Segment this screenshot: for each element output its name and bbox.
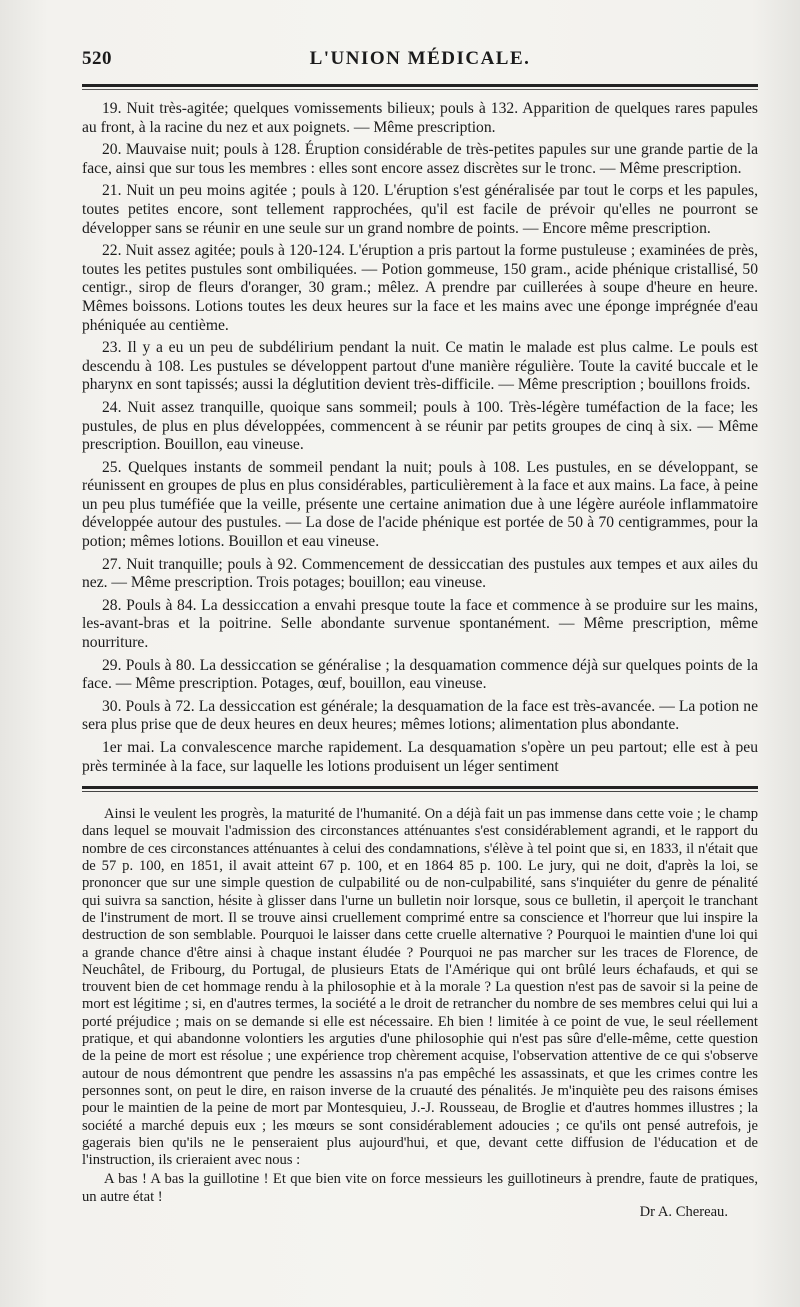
page-number: 520 (82, 48, 112, 69)
journal-entry: 1er mai. La convalescence marche rapidement. La desquamation s'opère un peu partout; elle est à peu près terminée à la face, sur laquelle les lotions produisent un léger sentiment (82, 739, 758, 775)
feuilleton-divider (82, 786, 758, 789)
journal-entry: 27. Nuit tranquille; pouls à 92. Commencement de dessiccatian des pustules aux tempes et aux ailes du nez. — Même prescription. Trois potages; bouillon; eau vineuse. (82, 555, 758, 592)
journal-entry: 23. Il y a eu un peu de subdélirium pendant la nuit. Ce matin le malade est plus calme. Le pouls est descendu à 108. Les pustules se développent partout d'une manière régulière. Toute la cavité buccale et le pharynx en sont tapissés; aussi la déglutition devient très-difficile. — Même prescription ; bouillons froids. (82, 339, 758, 394)
running-title: L'UNION MÉDICALE. (309, 48, 531, 69)
header-rule-thin (82, 89, 758, 90)
journal-entry: 24. Nuit assez tranquille, quoique sans sommeil; pouls à 100. Très-légère tuméfaction de la face; les pustules, de plus en plus développées, commencent à se réunir par petits groupes de cinq à six. — Même prescription. Bouillon, eau vineuse. (82, 398, 758, 454)
journal-entry: 22. Nuit assez agitée; pouls à 120-124. L'éruption a pris partout la forme pustuleuse ; examinées de près, toutes les petites pustules sont ombiliquées. — Potion gommeuse, 150 gram., acide phénique cristallisé, 50 centigr., sirop de fleurs d'oranger, 30 gram.; mêlez. A prendre par cuillerées à soupe d'heure en heure. Mêmes boissons. Lotions toutes les deux heures sur la face et les mains avec une éponge imprégnée d'eau phéniquée au centième. (82, 242, 758, 334)
journal-entry: 19. Nuit très-agitée; quelques vomissements bilieux; pouls à 132. Apparition de quelques rares papules au front, à la racine du nez et aux poignets. — Même prescription. (82, 100, 758, 136)
journal-entry: 21. Nuit un peu moins agitée ; pouls à 120. L'éruption s'est généralisée par tout le corps et les papules, toutes petites encore, sont tellement rapprochées, qu'il est facile de prévoir qu'elles ne pourront se développer sans se réunir en une seule sur un grand nombre de points. — Encore même prescription. (82, 182, 758, 237)
header-rule (82, 84, 758, 87)
author-signature: Dr A. Chereau. (639, 1204, 728, 1221)
journal-entry: 25. Quelques instants de sommeil pendant la nuit; pouls à 108. Les pustules, en se développant, se réunissent en groupes de plus en plus considérables, particulièrement à la face et aux mains. La face, à peine un peu plus tuméfiée que la veille, présente une certaine animation due à une légère auréole inflammatoire développée autour des pustules. — La dose de l'acide phénique est portée de 50 à 70 centigrammes, pour la potion; mêmes lotions. Bouillon et eau vineuse. (82, 458, 758, 551)
feuilleton-divider-thin (82, 791, 758, 792)
journal-entry: 29. Pouls à 80. La dessiccation se généralise ; la desquamation commence déjà sur quelques points de la face. — Même prescription. Potages, œuf, bouillon, eau vineuse. (82, 656, 758, 693)
journal-entry: 28. Pouls à 84. La dessiccation a envahi presque toute la face et commence à se produire sur les mains, les-avant-bras et la poitrine. Selle abondante survenue spontanément. — Même prescription, même nourriture. (82, 596, 758, 652)
feuilleton-section (82, 806, 758, 1221)
feuilleton-paragraph: Ainsi le veulent les progrès, la maturité de l'humanité. On a déjà fait un pas immense dans cette voie ; le champ dans lequel se mouvait l'admission des circonstances atténuantes s'est considérablement agrandi, et le rapport du nombre de ces circonstances atténuantes à celui des condamnations, s'élève à tel point que si, en 1833, il n'était que de 57 p. 100, en 1851, il avait atteint 67 p. 100, et en 1864 85 p. 100. Le jury, qui ne doit, d'après la loi, se prononcer que sur une simple question de culpabilité ou de non-culpabilité, sans s'inquiéter du genre de pénalité qui suivra sa sanction, hésite à glisser dans l'urne un bulletin noir lorsque, sous ce bulletin, il aperçoit le tranchant de l'instrument de mort. Il se trouve ainsi cruellement comprimé entre sa conscience et l'horreur que lui inspire la destruction de son semblable. Pourquoi le laisser dans cette cruelle alternative ? Pourquoi le maintien d'une loi qui a grande chance d'être ainsi à chaque instant éludée ? Pourquoi ne pas marcher sur les traces de Florence, de Neuchâtel, de Fribourg, du Portugal, de plusieurs Etats de l'Amérique qui ont brûlé leurs échafauds, et qui se trouvent bien de cet hommage rendu à la philosophie et à la morale ? La question n'est pas de savoir si la peine de mort est légitime ; si, en d'autres termes, la société a le droit de retrancher du nombre de ses membres celui qui lui a porté préjudice ; mais on se demande si elle est nécessaire. Eh bien ! limitée à ce point de vue, le seul réellement pratique, et qui abandonne volontiers les arguties d'une philosophie qui n'est pas sûre d'elle-même, cette question de la peine de mort est résolue ; une expérience trop chèrement acquise, l'observation attentive de ce qui s'observe autour de nous démontrent que pendre les assassins n'a pas empêché les assassinats, et que les crimes contre les personnes sont, on peut le dire, en raison inverse de la cruauté des pénalités. Je m'inquiète peu des raisons émises pour le maintien de la peine de mort par Montesquieu, J.-J. Rousseau, de Broglie et d'autres hommes illustres ; la société a marché depuis eux ; les mœurs se sont considérablement adoucies ; ce qu'ils ont pensé autrefois, je gagerais bien qu'ils ne le penseraient plus aujourd'hui, et que, devant cette diffusion de l'éducation et de l'instruction, ils crieraient avec nous : (82, 806, 758, 1169)
feuilleton-closing: A bas ! A bas la guillotine ! Et que bien vite on force messieurs les guillotineurs à prendre, faute de pratiques, un autre état ! (82, 1171, 758, 1205)
page-header (82, 48, 758, 80)
journal-entry: 30. Pouls à 72. La dessiccation est générale; la desquamation de la face est très-avancée. — La potion ne sera plus prise que de deux heures en deux heures; mêmes lotions; alimentation plus abondante. (82, 697, 758, 734)
clinical-journal (82, 100, 758, 776)
journal-entry: 20. Mauvaise nuit; pouls à 128. Éruption considérable de très-petites papules sur une grande partie de la face, ainsi que sur tous les membres : elles sont encore assez discrètes sur le tronc. — Même prescription. (82, 141, 758, 177)
